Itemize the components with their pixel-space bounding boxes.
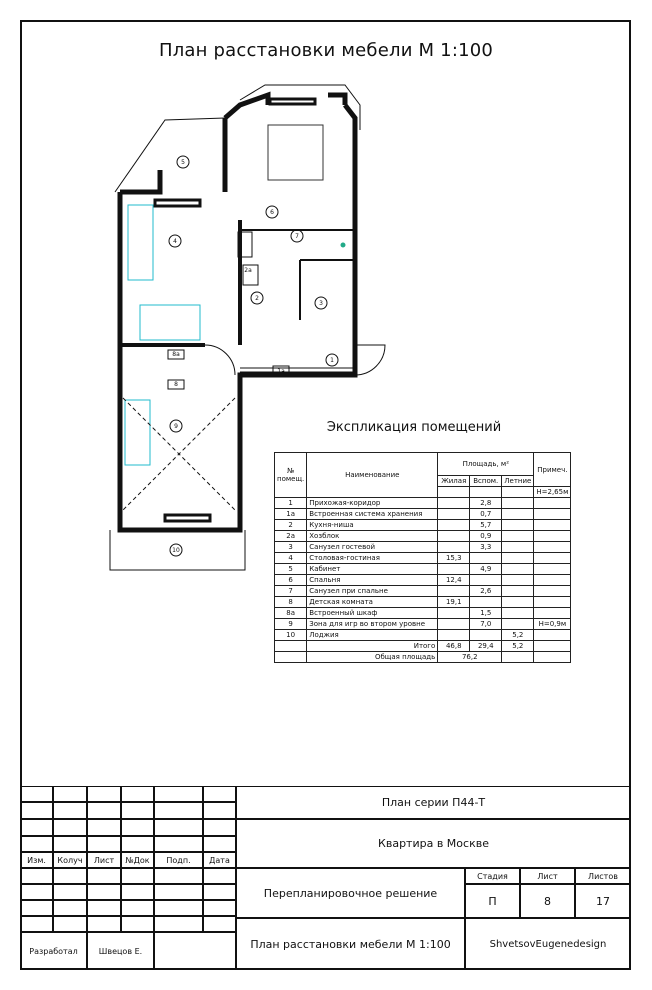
explication-table (274, 452, 571, 663)
table-row (275, 531, 571, 542)
table-cell-note: H=0,9м (534, 619, 571, 630)
table-cell-name: Хозблок (307, 531, 438, 542)
table-cell-note (534, 608, 571, 619)
col-area: Площадь, м² (438, 453, 534, 476)
room-label: 5 (181, 159, 185, 166)
stage-label: Стадия (465, 868, 520, 884)
table-row (275, 630, 571, 641)
table-cell-summer (502, 498, 534, 509)
company-name: ShvetsovEugenedesign (465, 918, 631, 970)
table-cell-summer (502, 542, 534, 553)
table-row (275, 553, 571, 564)
room-label: 10 (172, 547, 180, 554)
room-label: 9 (174, 423, 178, 430)
grid-cell (154, 900, 203, 916)
table-cell-note (534, 575, 571, 586)
table-cell-note (534, 553, 571, 564)
col-name: Наименование (307, 453, 438, 498)
grid-cell (121, 884, 154, 900)
grid-cell (87, 900, 121, 916)
grid-cell (203, 900, 236, 916)
grid-cell (87, 786, 121, 802)
table-cell-num: 8 (275, 597, 307, 608)
grid-cell (53, 884, 87, 900)
table-row (275, 619, 571, 630)
table-cell-num: 6 (275, 575, 307, 586)
table-cell-num: 3 (275, 542, 307, 553)
table-cell-living: 12,4 (438, 575, 470, 586)
grid-cell (87, 884, 121, 900)
grid-cell (121, 802, 154, 819)
col-koluch: Колуч (53, 852, 87, 868)
sheet-value: 8 (520, 884, 575, 918)
table-cell-num: 5 (275, 564, 307, 575)
sheets-label: Листов (575, 868, 631, 884)
table-cell-name: Встроенная система хранения (307, 509, 438, 520)
room-label: 2 (255, 295, 259, 302)
table-cell-living (438, 531, 470, 542)
table-cell-name: Лоджия (307, 630, 438, 641)
table-cell-living (438, 586, 470, 597)
developer-name: Швецов Е. (87, 932, 154, 970)
table-cell-name: Столовая-гостиная (307, 553, 438, 564)
developed-label: Разработал (20, 932, 87, 970)
grid-cell (20, 836, 53, 852)
grid-cell (203, 802, 236, 819)
overall-label: Общая площадь (307, 652, 438, 663)
table-row (275, 509, 571, 520)
col-date: Дата (203, 852, 236, 868)
table-cell-note (534, 531, 571, 542)
table-cell-name: Спальня (307, 575, 438, 586)
room-label: 7 (295, 233, 299, 240)
table-row (275, 498, 571, 509)
room-label: 6 (270, 209, 274, 216)
col-ndok: №Док (121, 852, 154, 868)
table-cell-summer (502, 608, 534, 619)
grid-cell (53, 916, 87, 932)
table-cell-summer: 5,2 (502, 630, 534, 641)
table-cell-aux: 5,7 (470, 520, 502, 531)
grid-cell (53, 836, 87, 852)
table-cell-name: Прихожая-коридор (307, 498, 438, 509)
grid-cell (20, 868, 53, 884)
table-cell-aux (470, 575, 502, 586)
grid-cell (154, 836, 203, 852)
table-cell-aux: 4,9 (470, 564, 502, 575)
col-izm: Изм. (20, 852, 53, 868)
table-cell-aux: 1,5 (470, 608, 502, 619)
grid-cell (20, 916, 53, 932)
object-title: Квартира в Москве (236, 819, 631, 868)
grid-cell (53, 868, 87, 884)
table-cell-living (438, 564, 470, 575)
table-cell-aux (470, 630, 502, 641)
table-cell-name: Зона для игр во втором уровне (307, 619, 438, 630)
table-row (275, 542, 571, 553)
table-cell-summer (502, 564, 534, 575)
table-row (275, 564, 571, 575)
grid-cell (203, 786, 236, 802)
total-living: 46,8 (438, 641, 470, 652)
table-cell-note (534, 630, 571, 641)
table-cell-note (534, 509, 571, 520)
table-cell-summer (502, 520, 534, 531)
grid-cell (203, 884, 236, 900)
col-living: Жилая (438, 476, 470, 487)
solution-title: Перепланировочное решение (236, 868, 465, 918)
table-cell-aux: 2,6 (470, 586, 502, 597)
table-cell-summer (502, 531, 534, 542)
table-row (275, 608, 571, 619)
grid-cell (121, 836, 154, 852)
room-label: 2а (244, 267, 252, 274)
room-label: 3 (319, 300, 323, 307)
sheet-label: Лист (520, 868, 575, 884)
grid-cell (154, 868, 203, 884)
table-cell-num: 2а (275, 531, 307, 542)
table-cell-aux: 0,7 (470, 509, 502, 520)
table-cell-name: Кабинет (307, 564, 438, 575)
height-note: H=2,65м (534, 487, 571, 498)
table-row (275, 520, 571, 531)
table-cell-num: 2 (275, 520, 307, 531)
table-row (275, 575, 571, 586)
grid-cell (154, 786, 203, 802)
grid-cell (121, 819, 154, 836)
table-cell-note (534, 542, 571, 553)
total-aux: 29,4 (470, 641, 502, 652)
table-cell-num: 9 (275, 619, 307, 630)
table-cell-aux (470, 597, 502, 608)
room-label: 8 (174, 381, 178, 388)
col-num: № помещ. (275, 453, 307, 498)
grid-cell (154, 884, 203, 900)
sheets-value: 17 (575, 884, 631, 918)
table-cell-living (438, 608, 470, 619)
table-cell-living (438, 630, 470, 641)
series-title: План серии П44-Т (236, 786, 631, 819)
grid-cell (121, 916, 154, 932)
table-cell-living (438, 498, 470, 509)
table-cell-num: 1 (275, 498, 307, 509)
grid-cell (203, 819, 236, 836)
col-summer: Летние (502, 476, 534, 487)
grid-cell (20, 884, 53, 900)
grid-cell (20, 900, 53, 916)
table-cell-living: 15,3 (438, 553, 470, 564)
total-label: Итого (307, 641, 438, 652)
grid-cell (121, 900, 154, 916)
col-aux: Вспом. (470, 476, 502, 487)
col-list: Лист (87, 852, 121, 868)
table-cell-living (438, 542, 470, 553)
title-block (20, 786, 631, 970)
grid-cell (154, 819, 203, 836)
grid-cell (53, 819, 87, 836)
stage-value: П (465, 884, 520, 918)
explication-title: Экспликация помещений (326, 420, 502, 435)
grid-cell (53, 900, 87, 916)
table-row (275, 597, 571, 608)
table-cell-name: Кухня-ниша (307, 520, 438, 531)
table-cell-summer (502, 575, 534, 586)
grid-cell (20, 819, 53, 836)
grid-cell (53, 802, 87, 819)
table-cell-summer (502, 509, 534, 520)
grid-cell (87, 868, 121, 884)
table-cell-aux (470, 553, 502, 564)
table-cell-living (438, 520, 470, 531)
table-cell-summer (502, 586, 534, 597)
table-cell-note (534, 498, 571, 509)
table-cell-name: Санузел гостевой (307, 542, 438, 553)
grid-cell (121, 786, 154, 802)
grid-cell (53, 786, 87, 802)
table-cell-num: 7 (275, 586, 307, 597)
table-cell-note (534, 520, 571, 531)
room-label: 8а (172, 351, 180, 358)
sheet-name: План расстановки мебели М 1:100 (236, 918, 465, 970)
table-cell-num: 8а (275, 608, 307, 619)
table-cell-note (534, 564, 571, 575)
grid-cell (203, 916, 236, 932)
table-cell-summer (502, 553, 534, 564)
grid-cell (203, 836, 236, 852)
table-cell-name: Детская комната (307, 597, 438, 608)
table-cell-aux: 2,8 (470, 498, 502, 509)
table-cell-num: 10 (275, 630, 307, 641)
grid-cell (87, 802, 121, 819)
grid-cell (154, 916, 203, 932)
table-cell-name: Встроенный шкаф (307, 608, 438, 619)
table-cell-note (534, 597, 571, 608)
col-podp: Подп. (154, 852, 203, 868)
grid-cell (121, 868, 154, 884)
table-cell-living (438, 619, 470, 630)
overall-value: 76,2 (438, 652, 502, 663)
table-cell-aux: 0,9 (470, 531, 502, 542)
grid-cell (20, 802, 53, 819)
room-label: 4 (173, 238, 177, 245)
grid-cell (87, 819, 121, 836)
table-cell-num: 4 (275, 553, 307, 564)
grid-cell (154, 802, 203, 819)
grid-cell (20, 786, 53, 802)
room-label: 1а (277, 368, 285, 375)
total-summer: 5,2 (502, 641, 534, 652)
table-cell-living: 19,1 (438, 597, 470, 608)
grid-cell (203, 868, 236, 884)
page-title: План расстановки мебели М 1:100 (158, 40, 494, 61)
table-cell-aux: 3,3 (470, 542, 502, 553)
table-cell-note (534, 586, 571, 597)
grid-cell (87, 836, 121, 852)
table-cell-summer (502, 619, 534, 630)
grid-cell (87, 916, 121, 932)
table-cell-living (438, 509, 470, 520)
sign-cell (154, 932, 236, 970)
table-cell-summer (502, 597, 534, 608)
table-row (275, 586, 571, 597)
table-cell-num: 1а (275, 509, 307, 520)
table-cell-name: Санузел при спальне (307, 586, 438, 597)
col-note: Примеч. (534, 453, 571, 487)
table-cell-aux: 7,0 (470, 619, 502, 630)
room-label: 1 (330, 357, 334, 364)
